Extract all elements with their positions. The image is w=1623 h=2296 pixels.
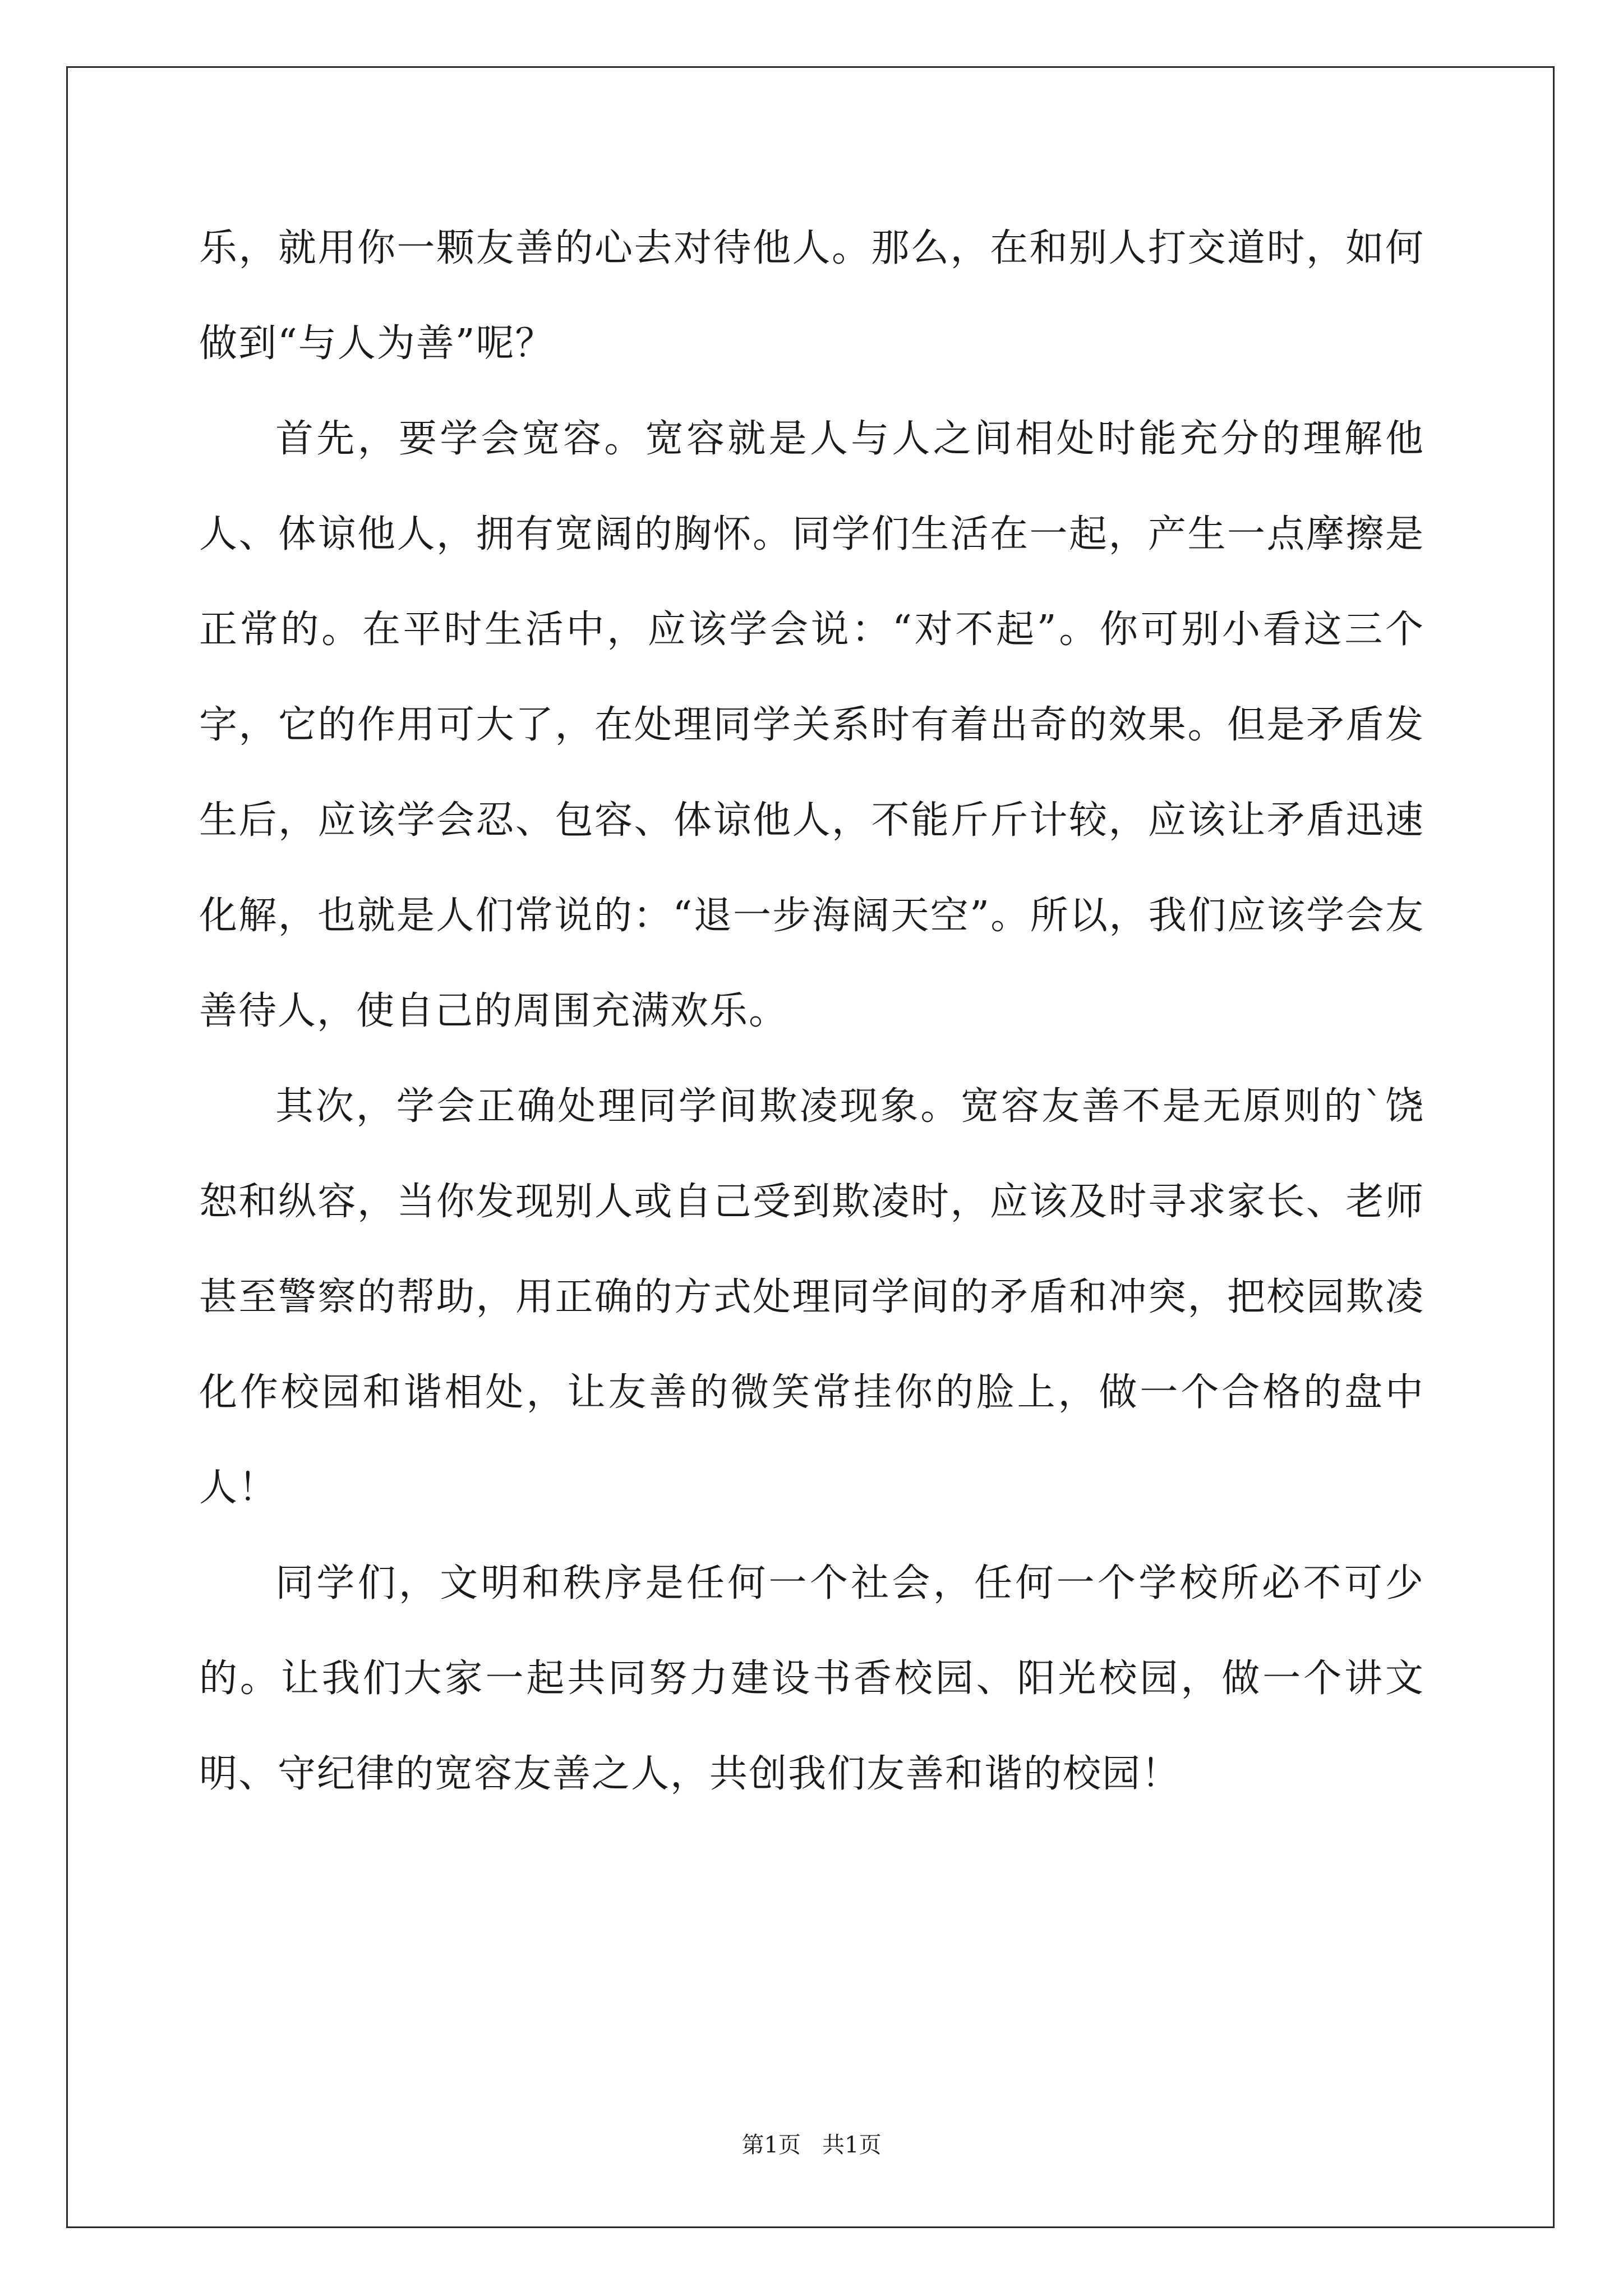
- paragraph-3: 其次，学会正确处理同学间欺凌现象。宽容友善不是无原则的`饶恕和纵容，当你发现别人或自己受到欺凌时，应该及时寻求家长、老师甚至警察的帮助，用正确的方式处理同学间的矛盾和冲突，把校园欺凌化作校园和谐相处，让友善的微笑常挂你的脸上，做一个合格的盘中人！: [199, 1084, 1424, 1510]
- document-body: [199, 201, 1424, 1822]
- paragraph-2: 首先，要学会宽容。宽容就是人与人之间相处时能充分的理解他人、体谅他人，拥有宽阔的胸怀。同学们生活在一起，产生一点摩擦是正常的。在平时生活中，应该学会说：“对不起”。你可别小看这三个字，它的作用可大了，在处理同学关系时有着出奇的效果。但是矛盾发生后，应该学会忍、包容、体谅他人，不能斤斤计较，应该让矛盾迅速化解，也就是人们常说的：“退一步海阔天空”。所以，我们应该学会友善待人，使自己的周围充满欢乐。: [199, 417, 1424, 1033]
- page-number-footer: 第1页 共1页: [741, 2132, 882, 2158]
- paragraph-4: 同学们，文明和秩序是任何一个社会，任何一个学校所必不可少的。让我们大家一起共同努力建设书香校园、阳光校园，做一个讲文明、守纪律的宽容友善之人，共创我们友善和谐的校园！: [199, 1561, 1424, 1796]
- paragraph-1: 乐，就用你一颗友善的心去对待他人。那么，在和别人打交道时，如何做到“与人为善”呢？: [199, 226, 1424, 366]
